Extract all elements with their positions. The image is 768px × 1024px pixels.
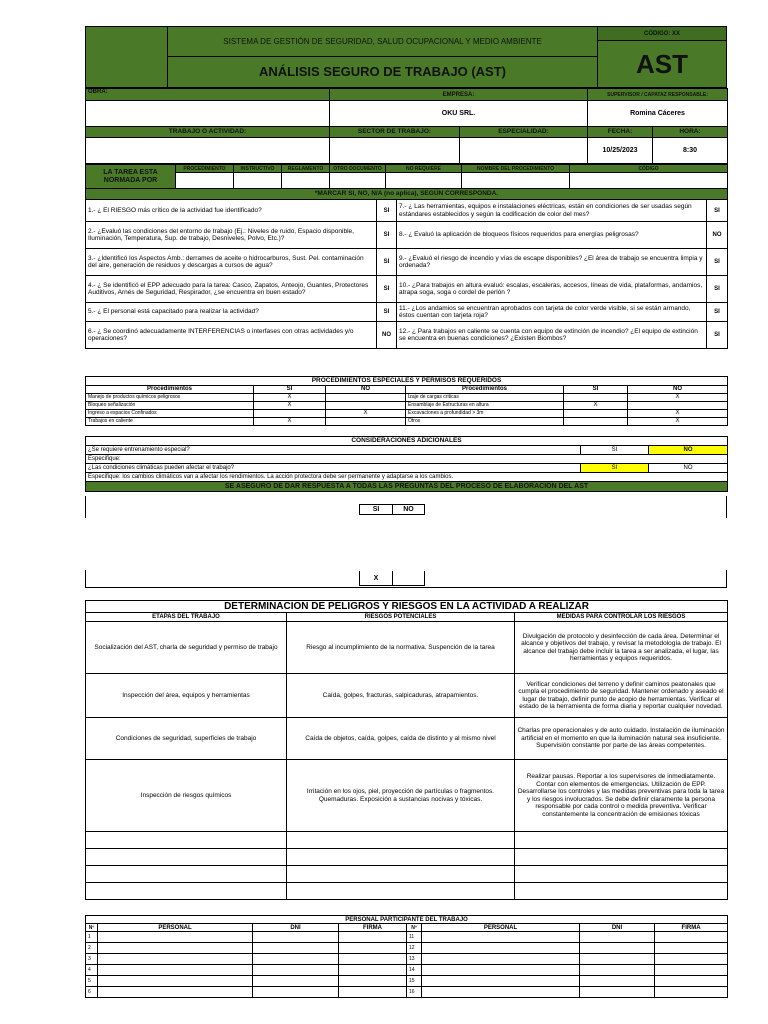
aseguro-mark-si[interactable]: X bbox=[359, 571, 393, 586]
personal-dni-cell[interactable] bbox=[580, 976, 655, 987]
hora-label: HORA: bbox=[653, 127, 728, 138]
code-area bbox=[598, 27, 726, 87]
personal-num: 2 bbox=[86, 943, 98, 954]
code-big: AST bbox=[636, 49, 688, 79]
aseguro-question: SE ASEGURÓ DE DAR RESPUESTA A TODAS LAS PREGUNTAS DEL PROCESO DE ELABORACIÓN DEL AST bbox=[86, 482, 728, 492]
peligros-col-riesgos: RIESGOS POTENCIALES bbox=[287, 613, 515, 622]
personal-num: 4 bbox=[86, 965, 98, 976]
peligros-col-medidas: MEDIDAS PARA CONTROLAR LOS RIESGOS bbox=[515, 613, 728, 622]
normada-col-instructivo: INSTRUCTIVO bbox=[234, 165, 282, 173]
obra-value[interactable] bbox=[86, 101, 330, 127]
especialidad-value[interactable] bbox=[460, 138, 588, 164]
question-text: 3.- ¿Identificó los Aspectos Amb.: derrames de aceite o hidrocarburos, Sust. Pel. contaminación del aire, generación de residuos y descargas a cursos de agua? bbox=[86, 249, 377, 276]
question-answer[interactable]: SI bbox=[377, 276, 397, 303]
question-answer[interactable]: SI bbox=[377, 200, 397, 222]
riesgo-cell: Caída de objetos, caída, golpes, caída de distinto y al mismo nivel bbox=[287, 718, 515, 760]
empty-peligro-cell[interactable] bbox=[86, 849, 287, 866]
normada-nombre-value[interactable] bbox=[462, 173, 570, 189]
normada-col-nombre: NOMBRE DEL PROCEDIMIENTO bbox=[462, 165, 570, 173]
procedure-si[interactable]: X bbox=[254, 417, 326, 425]
personal-name-cell[interactable] bbox=[98, 987, 253, 998]
normada-codigo-value[interactable] bbox=[570, 173, 728, 189]
riesgo-cell: Riesgo al incumplimiento de la normativa. Suspención de la tarea bbox=[287, 622, 515, 674]
empty-peligro-cell[interactable] bbox=[287, 883, 515, 900]
procedure-name: Izaje de cargas criticas bbox=[406, 393, 564, 401]
question-answer[interactable]: SI bbox=[377, 303, 397, 322]
peligros-col-etapas: ETAPAS DEL TRABAJO bbox=[86, 613, 287, 622]
proc-col-right: Procedimientos bbox=[406, 385, 564, 393]
personal-name-cell[interactable] bbox=[98, 943, 253, 954]
personal-firma-cell[interactable] bbox=[655, 987, 728, 998]
personal-dni-cell[interactable] bbox=[253, 932, 339, 943]
personal-firma-cell[interactable] bbox=[339, 932, 407, 943]
normada-check-procedimiento[interactable] bbox=[176, 173, 234, 189]
normada-label: LA TAREA ESTA NORMADA POR bbox=[86, 165, 176, 189]
personal-name-cell[interactable] bbox=[422, 954, 580, 965]
personal-col-firma-right: FIRMA bbox=[655, 924, 728, 932]
procedure-name: Ingreso a espacios Confinados bbox=[86, 409, 254, 417]
question-text: 8.- ¿ Evaluó la aplicación de bloqueos físicos requeridos para energías peligrosas? bbox=[397, 222, 707, 249]
personal-dni-cell[interactable] bbox=[253, 976, 339, 987]
normada-col-codigo: CÓDIGO bbox=[570, 165, 728, 173]
header-block bbox=[85, 26, 727, 88]
entrenamiento-question: ¿Se requiere entrenamiento especial? bbox=[86, 446, 581, 455]
procedure-name: Bloqueo señalización bbox=[86, 401, 254, 409]
hora-value[interactable]: 8:30 bbox=[653, 138, 728, 164]
question-text: 6.- ¿ Se coordinó adecuadamente INTERFERENCIAS o interfases con otras actividades y/o operaciones? bbox=[86, 322, 377, 349]
procedure-name: Excavaciones a profundidad > 3m bbox=[406, 409, 564, 417]
personal-dni-cell[interactable] bbox=[580, 965, 655, 976]
trabajo-label: TRABAJO O ACTIVIDAD: bbox=[86, 127, 330, 138]
normada-check-no-requiere[interactable] bbox=[386, 173, 462, 189]
etapa-cell: Inspección de riesgos químicos bbox=[86, 760, 287, 832]
personal-name-cell[interactable] bbox=[422, 943, 580, 954]
etapa-cell: Condiciones de seguridad, superficies de trabajo bbox=[86, 718, 287, 760]
personal-col-dni-right: DNI bbox=[580, 924, 655, 932]
personal-firma-cell[interactable] bbox=[655, 965, 728, 976]
clima-si[interactable]: SI bbox=[581, 464, 649, 473]
normada-col-otro: OTRO DOCUMENTO bbox=[330, 165, 386, 173]
system-title: SISTEMA DE GESTIÓN DE SEGURIDAD, SALUD OCUPACIONAL Y MEDIO AMBIENTE bbox=[168, 27, 598, 57]
normada-check-otro[interactable] bbox=[330, 173, 386, 189]
personal-firma-cell[interactable] bbox=[339, 954, 407, 965]
question-answer[interactable]: NO bbox=[707, 222, 728, 249]
personal-name-cell[interactable] bbox=[422, 965, 580, 976]
empty-peligro-cell[interactable] bbox=[287, 832, 515, 849]
empty-peligro-cell[interactable] bbox=[287, 849, 515, 866]
personal-num: 6 bbox=[86, 987, 98, 998]
trabajo-value[interactable] bbox=[86, 138, 330, 164]
personal-name-cell[interactable] bbox=[422, 932, 580, 943]
procedure-si[interactable]: X bbox=[254, 393, 326, 401]
riesgo-cell: Irritación en los ojos, piel, proyección de partículas o fragmentos. Quemaduras. Exposición a sustancias nocivas y tóxicas. bbox=[287, 760, 515, 832]
question-answer[interactable]: SI bbox=[377, 249, 397, 276]
questions-table bbox=[85, 199, 728, 349]
question-answer[interactable]: NO bbox=[377, 322, 397, 349]
proc-col-left: Procedimientos bbox=[86, 385, 254, 393]
peligros-table bbox=[85, 600, 728, 900]
personal-num: 1 bbox=[86, 932, 98, 943]
personal-dni-cell[interactable] bbox=[580, 943, 655, 954]
normada-col-no-requiere: NO REQUIERE bbox=[386, 165, 462, 173]
riesgo-cell: Caída, golpes, fracturas, salpicaduras, atrapamientos. bbox=[287, 674, 515, 718]
clima-question: ¿Las condiciones climáticas pueden afectar el trabajo? bbox=[86, 464, 581, 473]
procedure-si[interactable]: X bbox=[254, 401, 326, 409]
consideraciones-title: CONSIDERACIONES ADICIONALES bbox=[86, 437, 728, 446]
personal-name-cell[interactable] bbox=[98, 976, 253, 987]
personal-firma-cell[interactable] bbox=[339, 976, 407, 987]
empty-peligro-cell[interactable] bbox=[287, 866, 515, 883]
entrenamiento-si[interactable]: SI bbox=[581, 446, 649, 455]
code-label: CÓDIGO: XX bbox=[598, 27, 726, 41]
proc-col-si-left: SI bbox=[254, 385, 326, 393]
etapa-cell: Inspección del área, equipos y herramientas bbox=[86, 674, 287, 718]
normada-col-reglamento: REGLAMENTO bbox=[282, 165, 330, 173]
empty-peligro-cell[interactable] bbox=[86, 832, 287, 849]
personal-firma-cell[interactable] bbox=[655, 954, 728, 965]
procedure-name: Trabajos en caliente bbox=[86, 417, 254, 425]
especifique-2[interactable]: Especifique: los cambios climáticos van a afectar los rendimientos. La acción protectora debe ser permanente y adaptarse a los cambios. bbox=[86, 473, 728, 482]
personal-col-firma-left: FIRMA bbox=[339, 924, 407, 932]
question-answer[interactable]: SI bbox=[707, 303, 728, 322]
procedure-no[interactable] bbox=[326, 401, 406, 409]
normada-col-procedimiento: PROCEDIMIENTO bbox=[176, 165, 234, 173]
empresa-value[interactable]: OKU SRL. bbox=[330, 101, 588, 127]
empty-peligro-cell[interactable] bbox=[515, 849, 728, 866]
medida-cell: Divulgación de protocolo y desinfección de cada área. Determinar el alcance y objetivos del trabajo, y revisar la metodología de trabajo. El alcance del trabajo debe incluir la tarea a ser analizada, el lugar, las herramientas y equipos requeridos. bbox=[515, 622, 728, 674]
procedure-name: Manejo de productos químicos peligrosos bbox=[86, 393, 254, 401]
empty-peligro-cell[interactable] bbox=[515, 883, 728, 900]
empresa-label: EMPRESA: bbox=[330, 89, 588, 101]
aseguro-si[interactable]: SI bbox=[359, 504, 393, 515]
personal-firma-cell[interactable] bbox=[339, 943, 407, 954]
document-title: ANÁLISIS SEGURO DE TRABAJO (AST) bbox=[168, 57, 598, 87]
procedure-no[interactable] bbox=[628, 401, 728, 409]
sector-label: SECTOR DE TRABAJO: bbox=[330, 127, 460, 138]
personal-firma-cell[interactable] bbox=[655, 943, 728, 954]
question-text: 5.- ¿ El personal está capacitado para realizar la actividad? bbox=[86, 303, 377, 322]
personal-table bbox=[85, 915, 728, 998]
sector-value[interactable] bbox=[330, 138, 460, 164]
personal-num: 16 bbox=[407, 987, 422, 998]
clima-no[interactable]: NO bbox=[649, 464, 728, 473]
personal-num: 5 bbox=[86, 976, 98, 987]
procedure-no[interactable] bbox=[326, 393, 406, 401]
procedure-no[interactable]: X bbox=[628, 409, 728, 417]
fecha-value[interactable]: 10/25/2023 bbox=[588, 138, 653, 164]
entrenamiento-no[interactable]: NO bbox=[649, 446, 728, 455]
normada-check-instructivo[interactable] bbox=[234, 173, 282, 189]
empty-peligro-cell[interactable] bbox=[86, 883, 287, 900]
especialidad-label: ESPECIALIDAD: bbox=[460, 127, 588, 138]
empty-peligro-cell[interactable] bbox=[515, 866, 728, 883]
question-text: 1.- ¿ El RIESGO más crítico de la actividad fue identificado? bbox=[86, 200, 377, 222]
personal-col-personal-left: PERSONAL bbox=[98, 924, 253, 932]
personal-num: 13 bbox=[407, 954, 422, 965]
marcar-instruction: *MARCAR SI, NO, N/A (no aplica), SEGÚN CORRESPONDA. bbox=[86, 189, 728, 200]
supervisor-label: SUPERVISOR / CAPATAZ RESPONSABLE: bbox=[588, 89, 728, 101]
medida-cell: Charlas pre operacionales y de auto cuidado. Instalación de iluminación artificial en el momento en que la iluminación natural sea insuficiente. Supervisión constante por parte de las áreas competentes. bbox=[515, 718, 728, 760]
proc-col-no-right: NO bbox=[628, 385, 728, 393]
personal-dni-cell[interactable] bbox=[253, 954, 339, 965]
normada-table bbox=[85, 164, 728, 200]
normada-check-reglamento[interactable] bbox=[282, 173, 330, 189]
question-answer[interactable]: SI bbox=[707, 322, 728, 349]
empty-peligro-cell[interactable] bbox=[86, 866, 287, 883]
personal-name-cell[interactable] bbox=[98, 954, 253, 965]
procedure-no[interactable]: X bbox=[628, 393, 728, 401]
personal-dni-cell[interactable] bbox=[580, 954, 655, 965]
personal-title: PERSONAL PARTICIPANTE DEL TRABAJO bbox=[86, 916, 728, 924]
personal-num: 15 bbox=[407, 976, 422, 987]
aseguro-mark-no[interactable] bbox=[392, 571, 425, 586]
personal-dni-cell[interactable] bbox=[253, 943, 339, 954]
personal-name-cell[interactable] bbox=[98, 965, 253, 976]
procedure-si[interactable] bbox=[254, 409, 326, 417]
personal-num: 12 bbox=[407, 943, 422, 954]
personal-col-personal-right: PERSONAL bbox=[422, 924, 580, 932]
procedure-no[interactable] bbox=[326, 417, 406, 425]
question-answer[interactable]: SI bbox=[377, 222, 397, 249]
consideraciones-table bbox=[85, 436, 728, 492]
personal-firma-cell[interactable] bbox=[339, 987, 407, 998]
personal-name-cell[interactable] bbox=[422, 976, 580, 987]
question-text: 9.- ¿Evaluó el riesgo de incendio y vías de escape disponibles? ¿El área de trabajo se encuentra limpia y ordenada? bbox=[397, 249, 707, 276]
info-table bbox=[85, 88, 728, 164]
personal-name-cell[interactable] bbox=[422, 987, 580, 998]
especifique-1[interactable]: Especifique: bbox=[86, 455, 728, 464]
question-text: 10.- ¿Para trabajos en altura evaluó: escalas, escaleras, accesos, líneas de vida, plataformas, andamios, atrapa soga, soga o cordel de perlón ? bbox=[397, 276, 707, 303]
supervisor-value[interactable]: Romina Cáceres bbox=[588, 101, 728, 127]
personal-firma-cell[interactable] bbox=[655, 932, 728, 943]
proc-col-no-left: NO bbox=[326, 385, 406, 393]
personal-num: 11 bbox=[407, 932, 422, 943]
personal-firma-cell[interactable] bbox=[655, 976, 728, 987]
procedure-si[interactable] bbox=[564, 409, 628, 417]
question-answer[interactable]: SI bbox=[707, 276, 728, 303]
procedure-name: Ensamblaje de Estructuras en altura bbox=[406, 401, 564, 409]
question-text: 11.- ¿Los andamios se encuentran aprobados con tarjeta de color verde visible, si se están armando, éstos cuentan con tarjeta roja? bbox=[397, 303, 707, 322]
personal-dni-cell[interactable] bbox=[580, 932, 655, 943]
medida-cell: Realizar pausas. Reportar a los supervisores de inmediatamente. Contar con elementos de emergencias. Utilización de EPP. Desarrollarse los controles y las medidas preventivas para toda la tarea y los riesgos involucrados. Se debe definir claramente la persona responsable por cada control o medida preventiva. Verificar constantemente la concentración de emisiones tóxicas bbox=[515, 760, 728, 832]
proc-col-si-right: SI bbox=[564, 385, 628, 393]
personal-col-n-left: Nº bbox=[86, 924, 98, 932]
question-text: 4.- ¿ Se identificó el EPP adecuado para la tarea: Casco, Zapatos, Anteojo, Guantes, Protectores Auditivos, Arnés de Seguridad, Respirador, ¿se encuentra en buen estado? bbox=[86, 276, 377, 303]
etapa-cell: Socialización del AST, charla de seguridad y permiso de trabajo bbox=[86, 622, 287, 674]
personal-dni-cell[interactable] bbox=[580, 987, 655, 998]
procedure-si[interactable] bbox=[564, 393, 628, 401]
personal-col-dni-left: DNI bbox=[253, 924, 339, 932]
personal-firma-cell[interactable] bbox=[339, 965, 407, 976]
personal-dni-cell[interactable] bbox=[253, 987, 339, 998]
medida-cell: Verificar condiciones del terreno y definir caminos peatonales que cumpla el procedimiento de seguridad. Mantener ordenado y aseado el lugar de trabajo, definir punto de acopio de herramientas. Verificar el estado de la herramienta de forma diaria y reportar cualquier novedad. bbox=[515, 674, 728, 718]
procedure-si[interactable]: X bbox=[564, 401, 628, 409]
question-text: 2.- ¿Evaluó las condiciones del entorno de trabajo (Ej.: Niveles de ruido, Espacio disponible, Iluminación, Temperatura, Sup. de trabajo, Desniveles, Polvo, Etc.)? bbox=[86, 222, 377, 249]
personal-num: 3 bbox=[86, 954, 98, 965]
aseguro-no[interactable]: NO bbox=[392, 504, 425, 515]
procedure-no[interactable]: X bbox=[326, 409, 406, 417]
question-answer[interactable]: SI bbox=[707, 200, 728, 222]
question-answer[interactable]: SI bbox=[707, 249, 728, 276]
peligros-title: DETERMINACION DE PELIGROS Y RIESGOS EN LA ACTIVIDAD A REALIZAR bbox=[86, 601, 728, 613]
procedimientos-title: PROCEDIMIENTOS ESPECIALES Y PERMISOS REQUERIDOS bbox=[86, 377, 728, 386]
procedure-name: Otros bbox=[406, 417, 564, 425]
question-text: 7.- ¿ Las herramientas, equipos e instalaciones eléctricas, están en condiciones de ser usadas según estándares establecidos y según la codificación de color del mes? bbox=[397, 200, 707, 222]
logo-area bbox=[86, 27, 168, 87]
procedure-si[interactable] bbox=[564, 417, 628, 425]
procedure-no[interactable]: X bbox=[628, 417, 728, 425]
personal-name-cell[interactable] bbox=[98, 932, 253, 943]
personal-dni-cell[interactable] bbox=[253, 965, 339, 976]
empty-peligro-cell[interactable] bbox=[515, 832, 728, 849]
question-text: 12.- ¿ Para trabajos en caliente se cuenta con equipo de extinción de incendio? ¿El equipo de extinción se encuentra en buenas condiciones? ¿Existen Biombos? bbox=[397, 322, 707, 349]
obra-label: OBRA: bbox=[86, 89, 330, 101]
procedimientos-table bbox=[85, 376, 728, 426]
fecha-label: FECHA: bbox=[588, 127, 653, 138]
personal-col-n-right: Nº bbox=[407, 924, 422, 932]
personal-num: 14 bbox=[407, 965, 422, 976]
